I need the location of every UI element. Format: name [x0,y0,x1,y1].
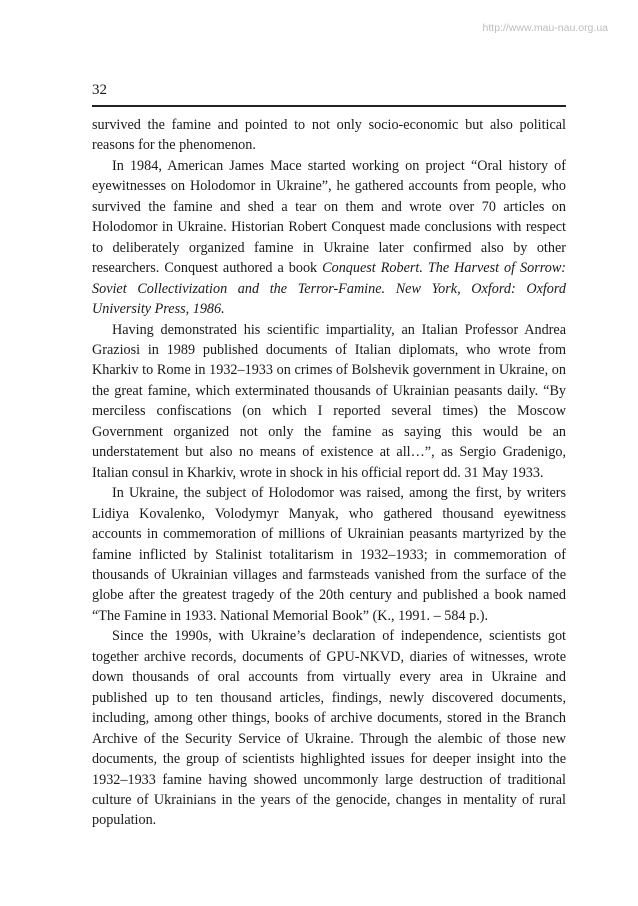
body-text [92,115,566,831]
paragraph-text: In Ukraine, the subject of Holodomor was raised, among the first, by writers Lidiya Kovalenko, Volodymyr Manyak, who gathered thousand eyewitness accounts in commemoration of millions of Ukrainian peasants martyrized by the famine inflicted by Stalinist totalitarism in 1932–1933; in commemoration of thousands of Ukrainian villages and farmsteads vanished from the surface of the globe after the greatest tragedy of the 20th century and published a book named “The Famine in 1933. National Memorial Book” (K., 1991. – 584 p.). [92,485,566,624]
paragraph-kovalenko-manyak [92,483,566,626]
header-rule [92,105,566,107]
paragraph-graziosi [92,320,566,484]
watermark-url: http://www.mau-nau.org.ua [482,22,608,34]
paragraph-independence [92,626,566,831]
book-citation: Conquest Robert. The Harvest of Sorrow: Soviet Collectivization and the Terror-Famine. New York, Oxford: Oxford University Press, 1986. [92,260,567,318]
paragraph-text: survived the famine and pointed to not only socio-economic but also political reasons for the phenomenon. [92,117,566,154]
paragraph-continuation [92,115,566,156]
paragraph-text: In 1984, American James Mace started working on project “Oral history of eyewitnesses on Holodomor in Ukraine”, he gathered accounts from people, who survived the famine and shed a tear on them and wrote over 70 articles on Holodomor in Ukraine. Historian Robert Conquest made conclusions with respect to deliberately organized famine in Ukraine later confirmed also by other researchers. Conquest authored a book [92,157,566,277]
paragraph-text: Since the 1990s, with Ukraine’s declaration of independence, scientists got together archive records, documents of GPU-NKVD, diaries of witnesses, wrote down thousands of oral accounts from virtually every area in Ukraine and published up to ten thousand articles, findings, newly discovered documents, including, among other things, books of archive documents, stored in the Branch Archive of the Security Service of Ukraine. Through the alembic of those new documents, the group of scientists highlighted issues for deeper insight into the 1932–1933 famine having showed uncommonly large destruction of traditional culture of Ukrainians in the years of the genocide, changes in mentality of rural population. [92,628,566,829]
paragraph-mace-conquest [92,156,566,320]
page-number: 32 [92,82,107,98]
paragraph-text: Having demonstrated his scientific impartiality, an Italian Professor Andrea Graziosi in 1989 published documents of Italian diplomats, who wrote from Kharkiv to Rome in 1932–1933 on crimes of Bolshevik government in Ukraine, on the great famine, which exterminated thousands of Ukrainian peasants daily. “By merciless confiscations (on which I reported several times) the Moscow Government organized not only the famine as saying this would be an understatement but also no means of existence at all…”, as Sergio Gradenigo, Italian consul in Kharkiv, wrote in shock in his official report dd. 31 May 1933. [92,321,566,481]
